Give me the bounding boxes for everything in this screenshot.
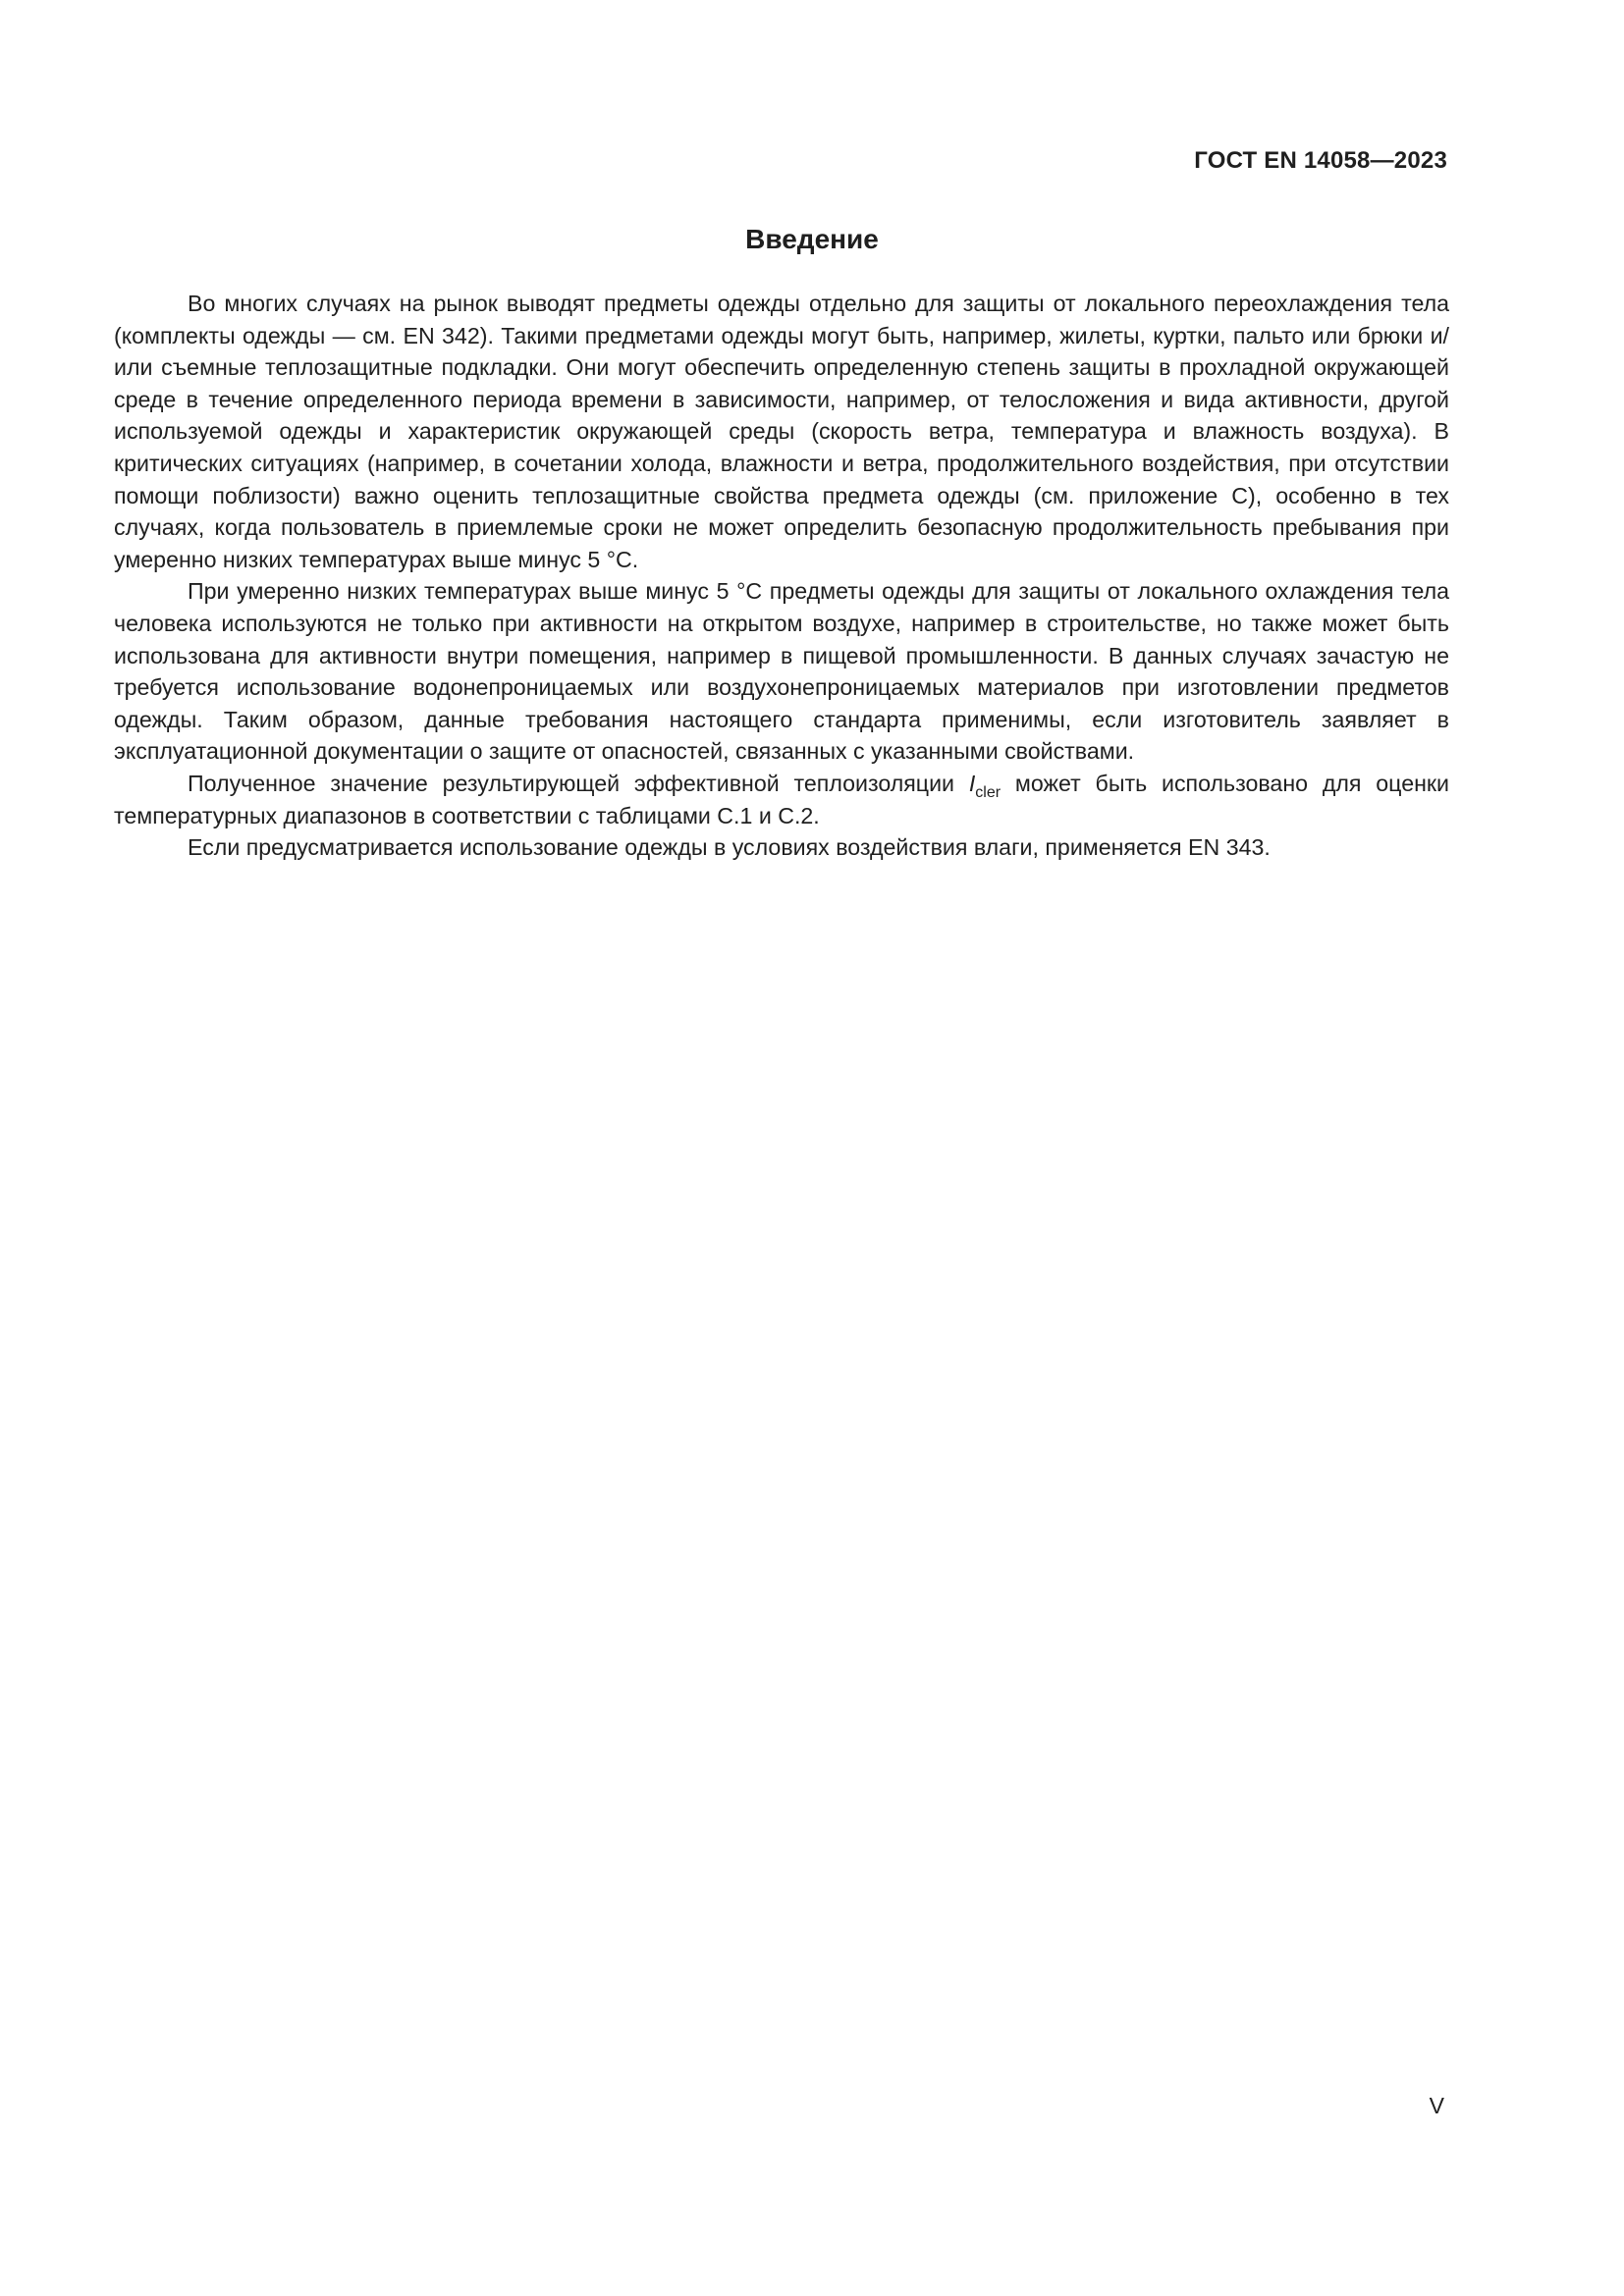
document-code-header: ГОСТ EN 14058—2023: [1194, 147, 1447, 174]
paragraph-intro-2: При умеренно низких температурах выше минус 5 °С предметы одежды для защиты от локального охлаждения тела человека используются не только при активности на открытом воздухе, например в строительстве, но также может быть использована для активности внутри помещения, например в пищевой промышленности. В данных случаях зачастую не требуется использование водонепроницаемых или воздухонепроницаемых материалов при изготовлении предметов одежды. Таким образом, данные требования настоящего стандарта применимы, если изготовитель заявляет в эксплуатационной документации о защите от опасностей, связанных с указанными свойствами.: [114, 578, 1449, 765]
introduction-body: [114, 288, 1449, 864]
insulation-symbol: I: [968, 770, 976, 796]
paragraph-3-text-after: может быть использовано для оценки температурных диапазонов в соответствии с таблицами С.1 и С.2.: [114, 770, 1450, 828]
paragraph-3-text-before: Полученное значение результирующей эффективной теплоизоляции: [188, 770, 969, 796]
paragraph-intro-4: Если предусматривается использование одежды в условиях воздействия влаги, применяется EN 343.: [188, 834, 1271, 861]
paragraph-intro-1: Во многих случаях на рынок выводят предметы одежды отдельно для защиты от локального переохлаждения тела (комплекты одежды — см. EN 342). Такими предметами одежды могут быть, например, жилеты, куртки, пальто или брюки и/или съемные теплозащитные подкладки. Они могут обеспечить определенную степень защиты в прохладной окружающей среде в течение определенного периода времени в зависимости, например, от телосложения и вида активности, другой используемой одежды и характеристик окружающей среды (скорость ветра, температура и влажность воздуха). В критических ситуациях (например, в сочетании холода, влажности и ветра, продолжительного воздействия, при отсутствии помощи поблизости) важно оценить теплозащитные свойства предмета одежды (см. приложение С), особенно в тех случаях, когда пользователь в приемлемые сроки не может определить безопасную продолжительность пребывания при умеренно низких температурах выше минус 5 °С.: [114, 291, 1449, 572]
paragraph-intro-3: [114, 768, 1449, 831]
section-title: Введение: [745, 224, 879, 254]
insulation-symbol-subscript: cler: [975, 783, 1001, 801]
page-number: V: [1429, 2093, 1444, 2118]
